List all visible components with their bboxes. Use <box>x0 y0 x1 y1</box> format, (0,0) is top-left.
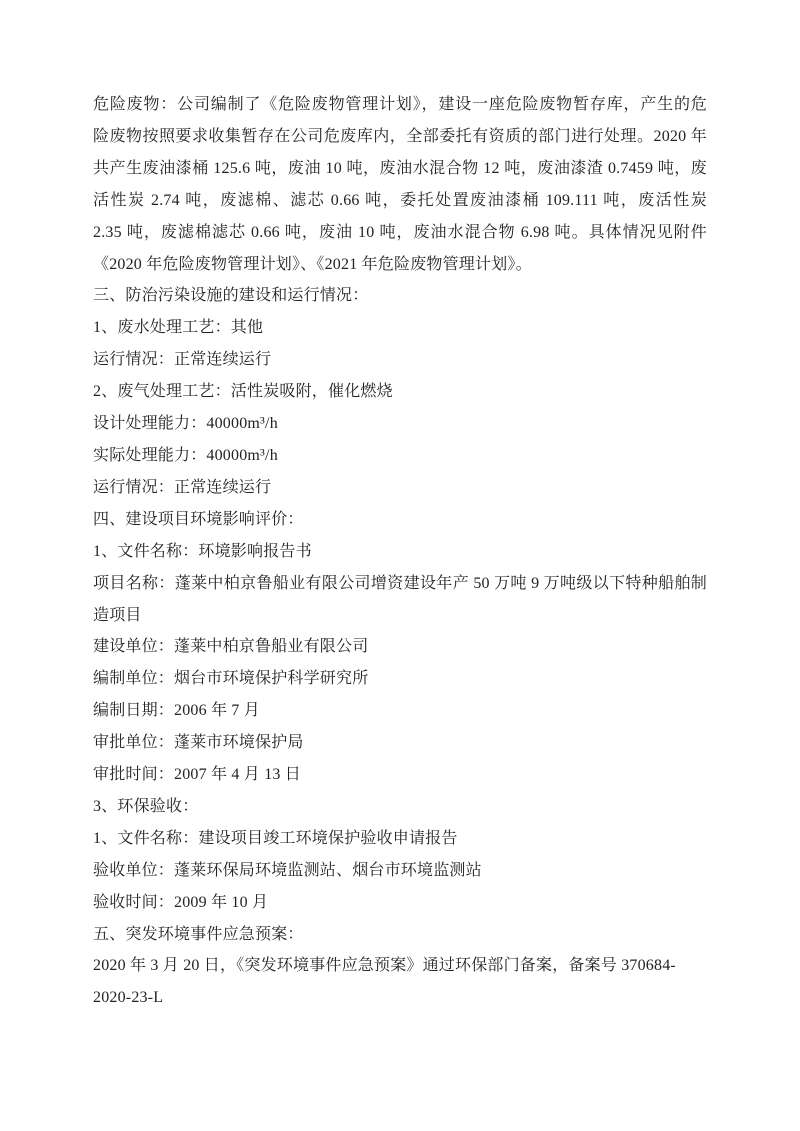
text-line: 运行情况：正常连续运行 <box>93 351 272 369</box>
text-line: 实际处理能力：40000m³/h <box>93 446 278 464</box>
text-line: 审批时间：2007 年 4 月 13 日 <box>93 766 302 784</box>
text-line: 造项目 <box>93 606 142 624</box>
text-line: 1、文件名称：环境影响报告书 <box>93 542 312 560</box>
text-line: 运行情况：正常连续运行 <box>93 478 272 496</box>
text-line: 2020-23-L <box>93 989 164 1007</box>
text-line: 1、废水处理工艺：其他 <box>93 319 264 337</box>
text-line: 共产生废油漆桶 125.6 吨，废油 10 吨，废油水混合物 12 吨，废油漆渣 0.7459 吨，废 <box>93 159 707 177</box>
document-text <box>93 89 707 1014</box>
section-3-heading: 三、防治污染设施的建设和运行情况： <box>93 287 369 305</box>
section-4-heading: 四、建设项目环境影响评价： <box>93 510 304 528</box>
text-line: 编制单位：烟台市环境保护科学研究所 <box>93 670 369 688</box>
text-line: 危险废物：公司编制了《危险废物管理计划》，建设一座危险废物暂存库，产生的危 <box>93 96 707 113</box>
text-line: 活性炭 2.74 吨，废滤棉、滤芯 0.66 吨，委托处置废油漆桶 109.111 吨，废活性炭 <box>93 191 707 209</box>
text-line: 审批单位：蓬莱市环境保护局 <box>93 734 304 752</box>
text-line: 险废物按照要求收集暂存在公司危废库内，全部委托有资质的部门进行处理。2020 年 <box>93 127 707 145</box>
text-line: 编制日期：2006 年 7 月 <box>93 702 261 720</box>
text-line: 2.35 吨，废滤棉滤芯 0.66 吨，废油 10 吨，废油水混合物 6.98 吨。具体情况见附件 <box>93 223 707 241</box>
text-line: 1、文件名称：建设项目竣工环境保护验收申请报告 <box>93 829 458 847</box>
text-line: 2020 年 3 月 20 日，《突发环境事件应急预案》通过环保部门备案，备案号 370684- <box>93 957 676 975</box>
text-line: 项目名称：蓬莱中柏京鲁船业有限公司增资建设年产 50 万吨 9 万吨级以下特种船舶制 <box>93 574 707 592</box>
section-5-heading: 五、突发环境事件应急预案： <box>93 925 304 943</box>
text-line: 验收时间：2009 年 10 月 <box>93 893 269 911</box>
text-line: 《2020 年危险废物管理计划》、《2021 年危险废物管理计划》。 <box>93 255 532 273</box>
text-line: 设计处理能力：40000m³/h <box>93 415 278 433</box>
text-line: 2、废气处理工艺：活性炭吸附，催化燃烧 <box>93 383 393 401</box>
text-line: 3、环保验收： <box>93 797 199 815</box>
text-line: 验收单位：蓬莱环保局环境监测站、烟台市环境监测站 <box>93 861 482 879</box>
text-line: 建设单位：蓬莱中柏京鲁船业有限公司 <box>93 638 369 656</box>
